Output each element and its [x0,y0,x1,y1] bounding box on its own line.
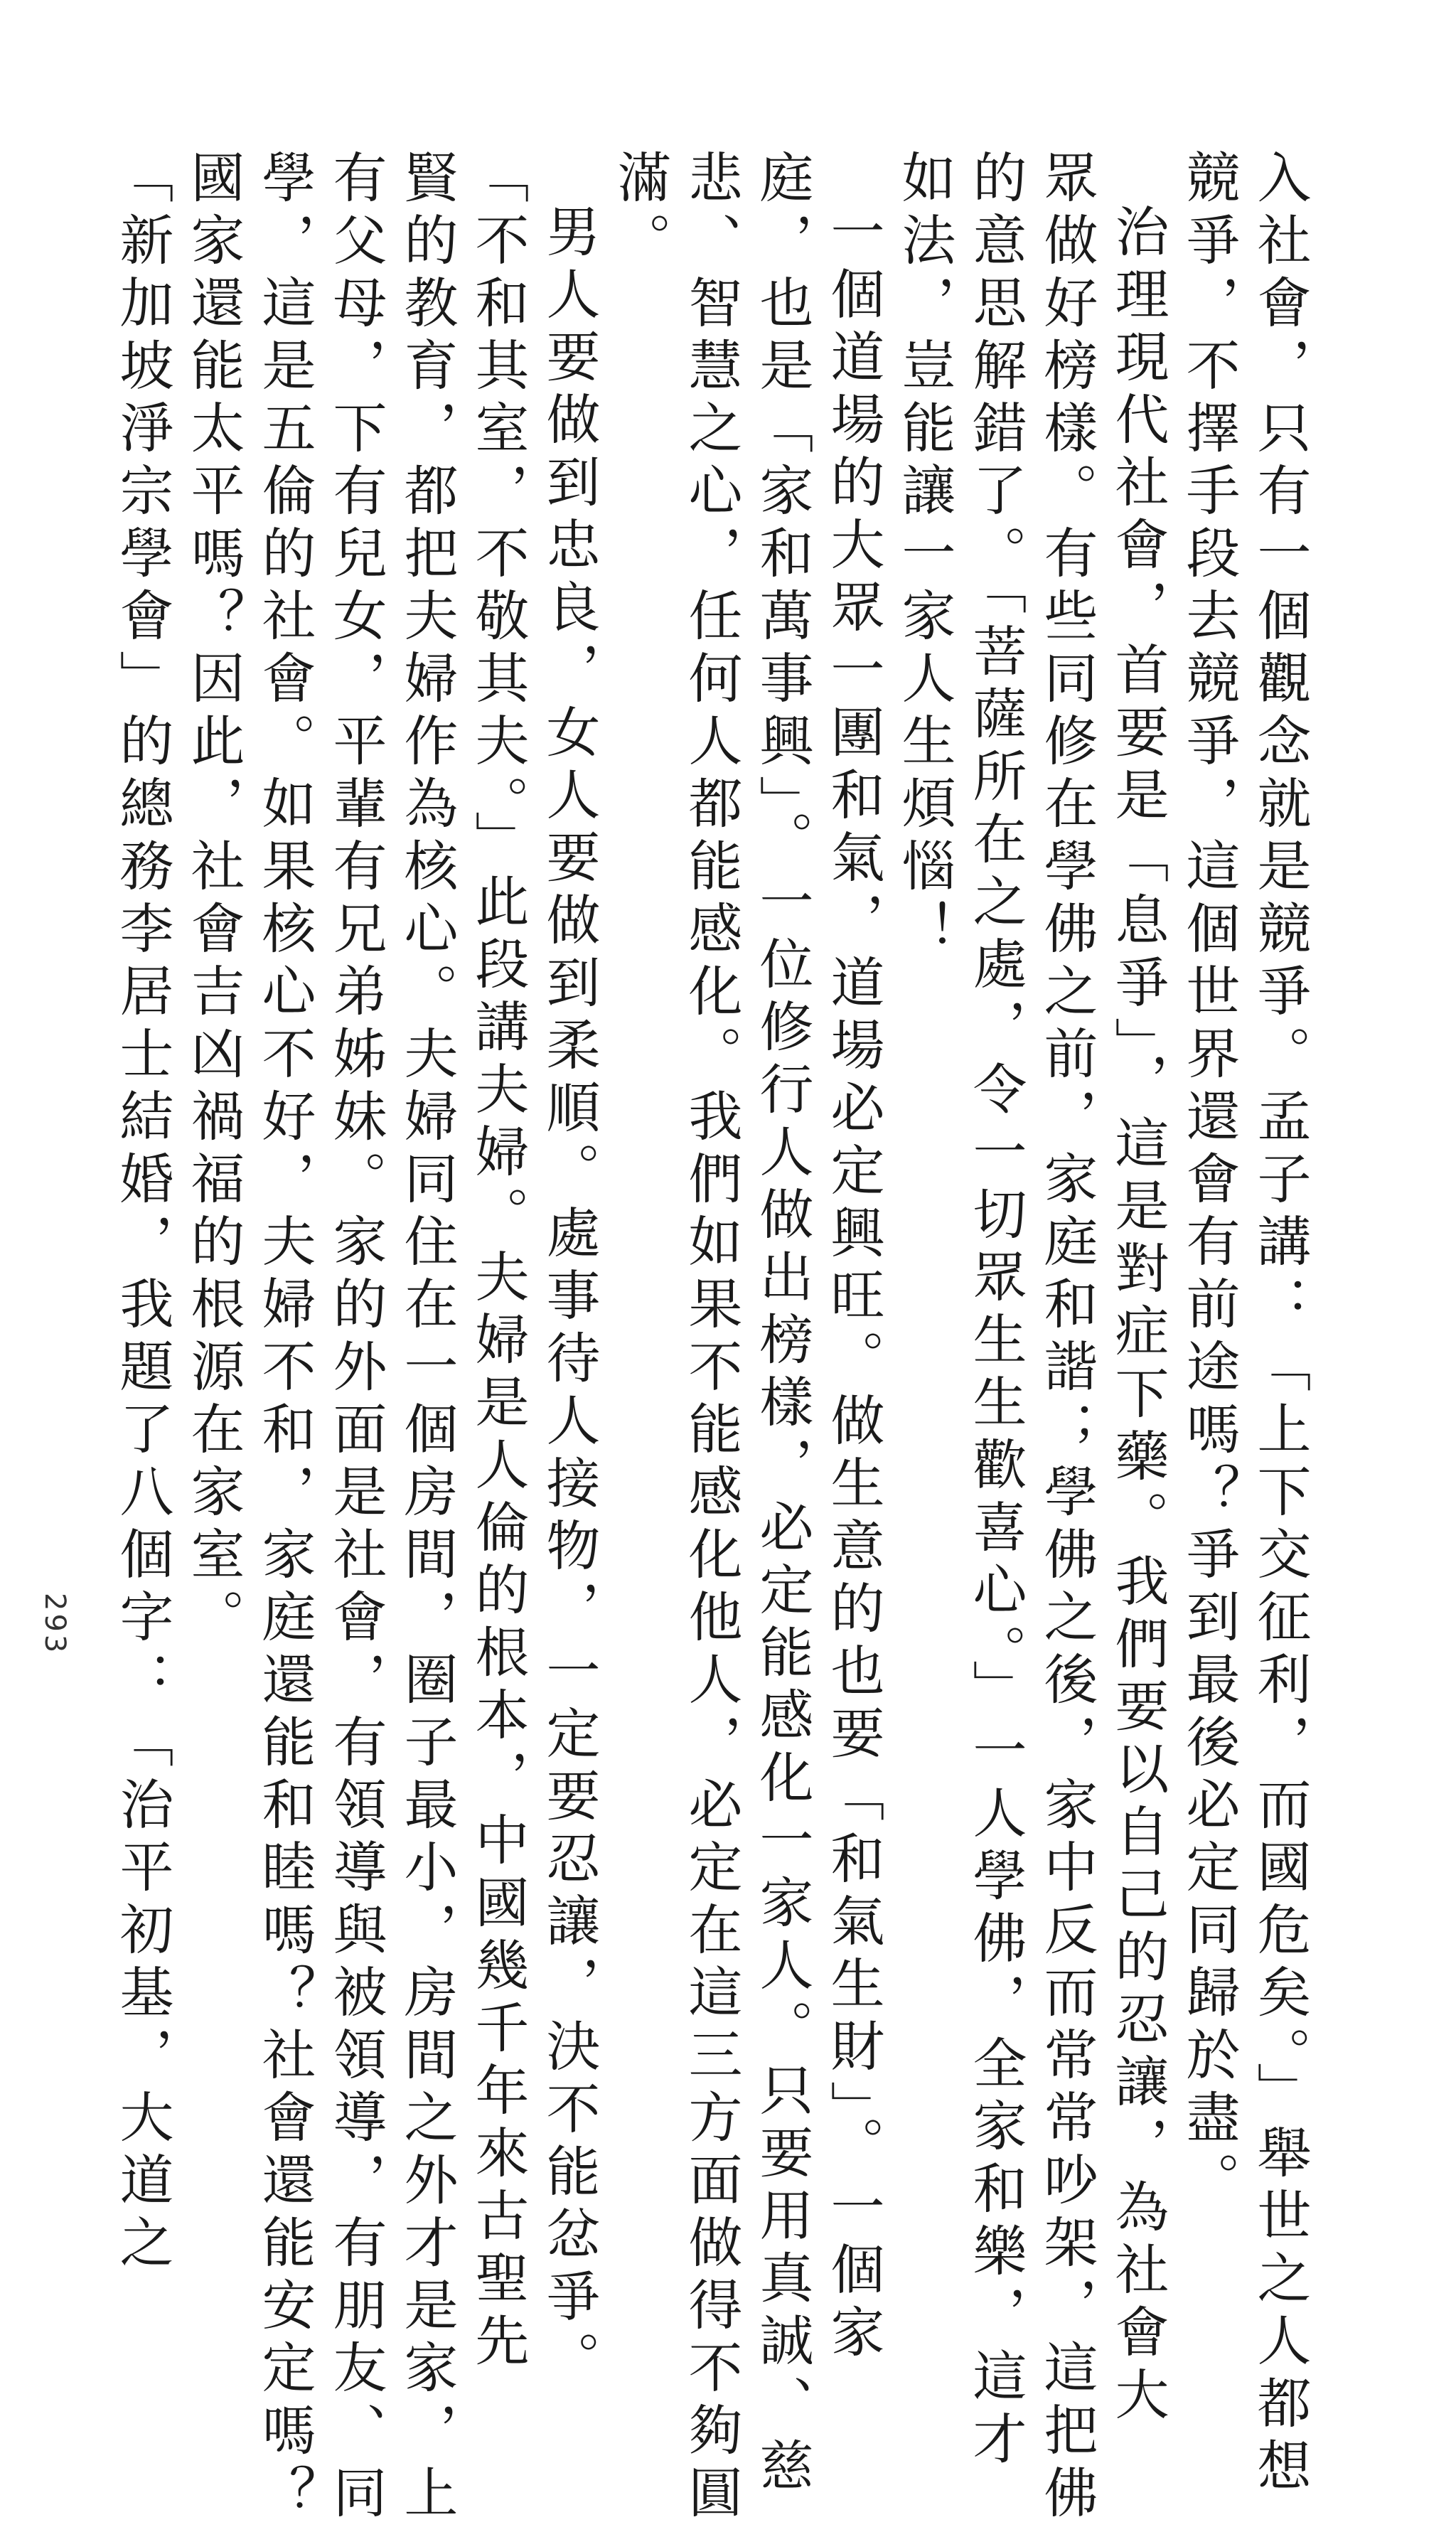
text-column: 有父母，下有兒女，平輩有兄弟姊妹。家的外面是社會，有領導與被領導，有朋友、同 [324,149,387,2527]
text-column: 的意思解錯了。「菩薩所在之處，令一切眾生生歡喜心。」一人學佛，全家和樂，這才 [964,149,1027,2473]
text-column: 國家還能太平嗎？因此，社會吉凶禍福的根源在家室。 [182,149,245,1651]
body-text [111,149,1315,2527]
text-column: 如法，豈能讓一家人生煩惱！ [893,149,956,963]
text-column: 賢的教育，都把夫婦作為核心。夫婦同住在一個房間，圈子最小，房間之外才是家，上 [395,149,459,2527]
text-column: 一個道場的大眾一團和氣，道場必定興旺。做生意的也要「和氣生財」。一個家 [822,203,885,2366]
page-number: 293 [38,1593,71,1656]
text-column: 悲、智慧之心，任何人都能感化。我們如果不能感化他人，必定在這三方面做得不夠圓 [680,149,743,2527]
text-column: 競爭，不擇手段去競爭，這個世界還會有前途嗎？爭到最後必定同歸於盡。 [1177,149,1241,2214]
text-column: 治理現代社會，首要是「息爭」，這是對症下藥。我們要以自己的忍讓，為社會大 [1106,203,1169,2429]
text-column: 「不和其室，不敬其夫。」此段講夫婦。夫婦是人倫的根本，中國幾千年來古聖先 [466,149,530,2375]
text-column: 入社會，只有一個觀念就是競爭。孟子講：「上下交征利，而國危矣。」舉世之人都想 [1248,149,1312,2500]
text-column: 學，這是五倫的社會。如果核心不好，夫婦不和，家庭還能和睦嗎？社會還能安定嗎？ [253,149,316,2527]
text-column: 庭，也是「家和萬事興」。一位修行人做出榜樣，必定能感化一家人。只要用真誠、慈 [751,149,814,2500]
text-column: 眾做好榜樣。有些同修在學佛之前，家庭和諧；學佛之後，家中反而常常吵架，這把佛 [1035,149,1098,2527]
text-column: 男人要做到忠良，女人要做到柔順。處事待人接物，一定要忍讓，決不能忿爭。 [537,203,601,2393]
text-column: 滿。 [609,149,672,274]
text-column: 「新加坡淨宗學會」的總務李居士結婚，我題了八個字：「治平初基，大道之 [111,149,174,2277]
